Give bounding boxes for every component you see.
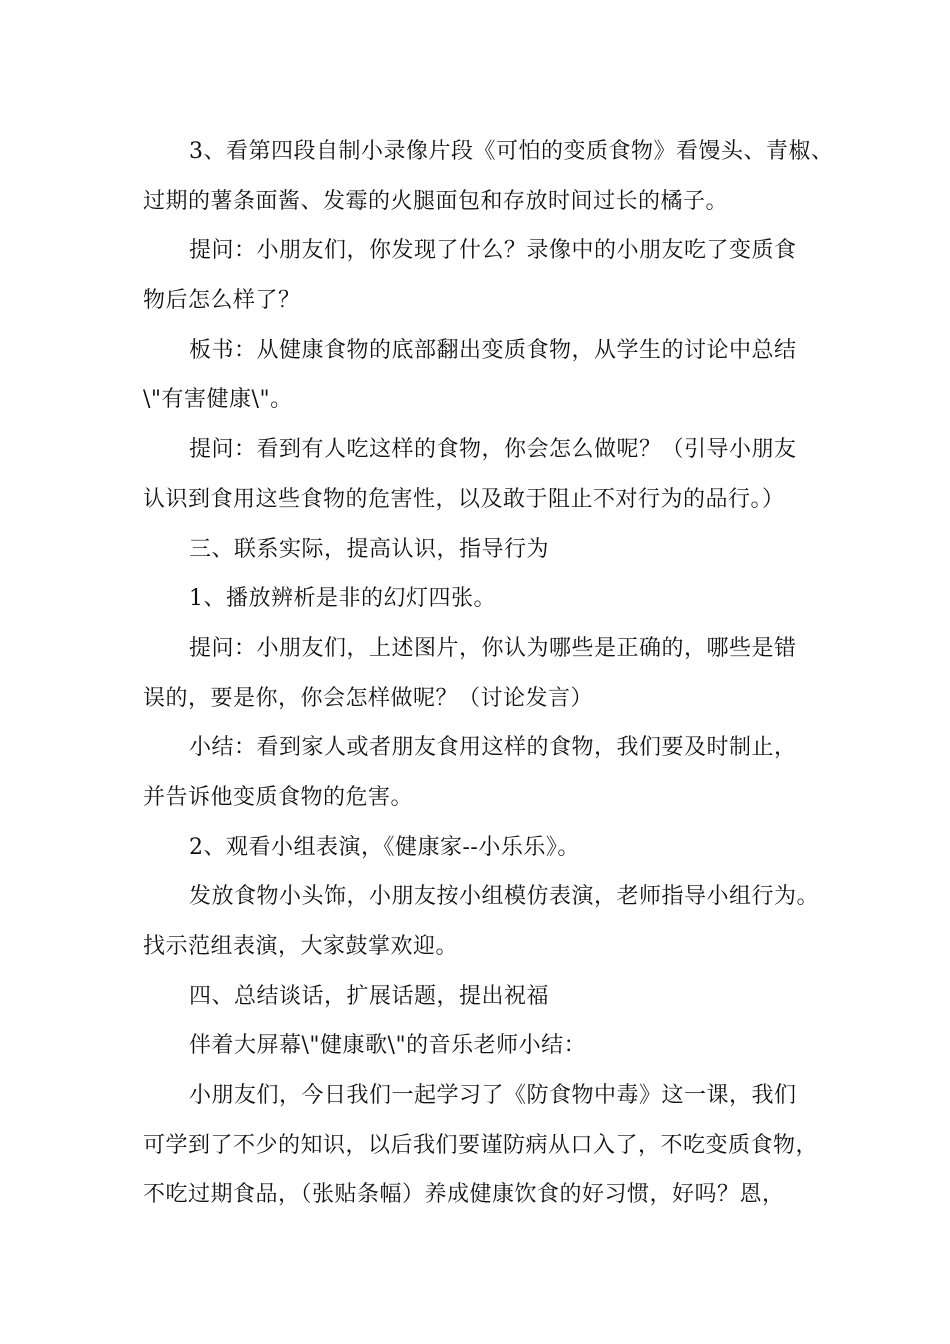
paragraph-line: 提问：小朋友们，你发现了什么？录像中的小朋友吃了变质食 <box>189 238 797 264</box>
paragraph-line: 提问：小朋友们，上述图片，你认为哪些是正确的，哪些是错 <box>189 635 797 661</box>
paragraph-line: 1、播放辨析是非的幻灯四张。 <box>189 586 496 612</box>
paragraph-line: 过期的薯条面酱、发霉的火腿面包和存放时间过长的橘子。 <box>143 188 729 214</box>
paragraph-line: 3、看第四段自制小录像片段《可怕的变质食物》看馒头、青椒、 <box>189 139 834 164</box>
paragraph-line: 误的，要是你，你会怎样做呢？（讨论发言） <box>143 685 594 711</box>
document-body <box>143 127 833 1220</box>
paragraph-line: 小朋友们，今日我们一起学习了《防食物中毒》这一课，我们 <box>189 1083 797 1109</box>
paragraph-line: 可学到了不少的知识，以后我们要谨防病从口入了，不吃变质食物， <box>143 1132 819 1158</box>
paragraph-line: 发放食物小头饰，小朋友按小组模仿表演，老师指导小组行为。 <box>189 884 820 910</box>
section-heading: 三、联系实际，提高认识，指导行为 <box>189 536 550 562</box>
paragraph-line: 2、观看小组表演，《健康家--小乐乐》。 <box>189 834 580 860</box>
paragraph-line: 认识到食用这些食物的危害性，以及敢于阻止不对行为的品行。） <box>143 486 785 512</box>
paragraph-line: \"有害健康\"。 <box>143 387 293 413</box>
paragraph-line: 并告诉他变质食物的危害。 <box>143 784 414 810</box>
paragraph-line: 提问：看到有人吃这样的食物，你会怎么做呢？（引导小朋友 <box>189 437 797 463</box>
paragraph-line: 板书：从健康食物的底部翻出变质食物，从学生的讨论中总结 <box>189 337 797 363</box>
paragraph-line: 不吃过期食品，（张贴条幅）养成健康饮食的好习惯，好吗？恩， <box>143 1182 785 1208</box>
paragraph-line: 物后怎么样了？ <box>143 288 301 314</box>
section-heading: 四、总结谈话，扩展话题，提出祝福 <box>189 983 550 1009</box>
paragraph-line: 小结：看到家人或者朋友食用这样的食物，我们要及时制止， <box>189 735 797 761</box>
paragraph-line: 伴着大屏幕\"健康歌\"的音乐老师小结： <box>189 1033 587 1059</box>
paragraph-line: 找示范组表演，大家鼓掌欢迎。 <box>143 934 459 959</box>
